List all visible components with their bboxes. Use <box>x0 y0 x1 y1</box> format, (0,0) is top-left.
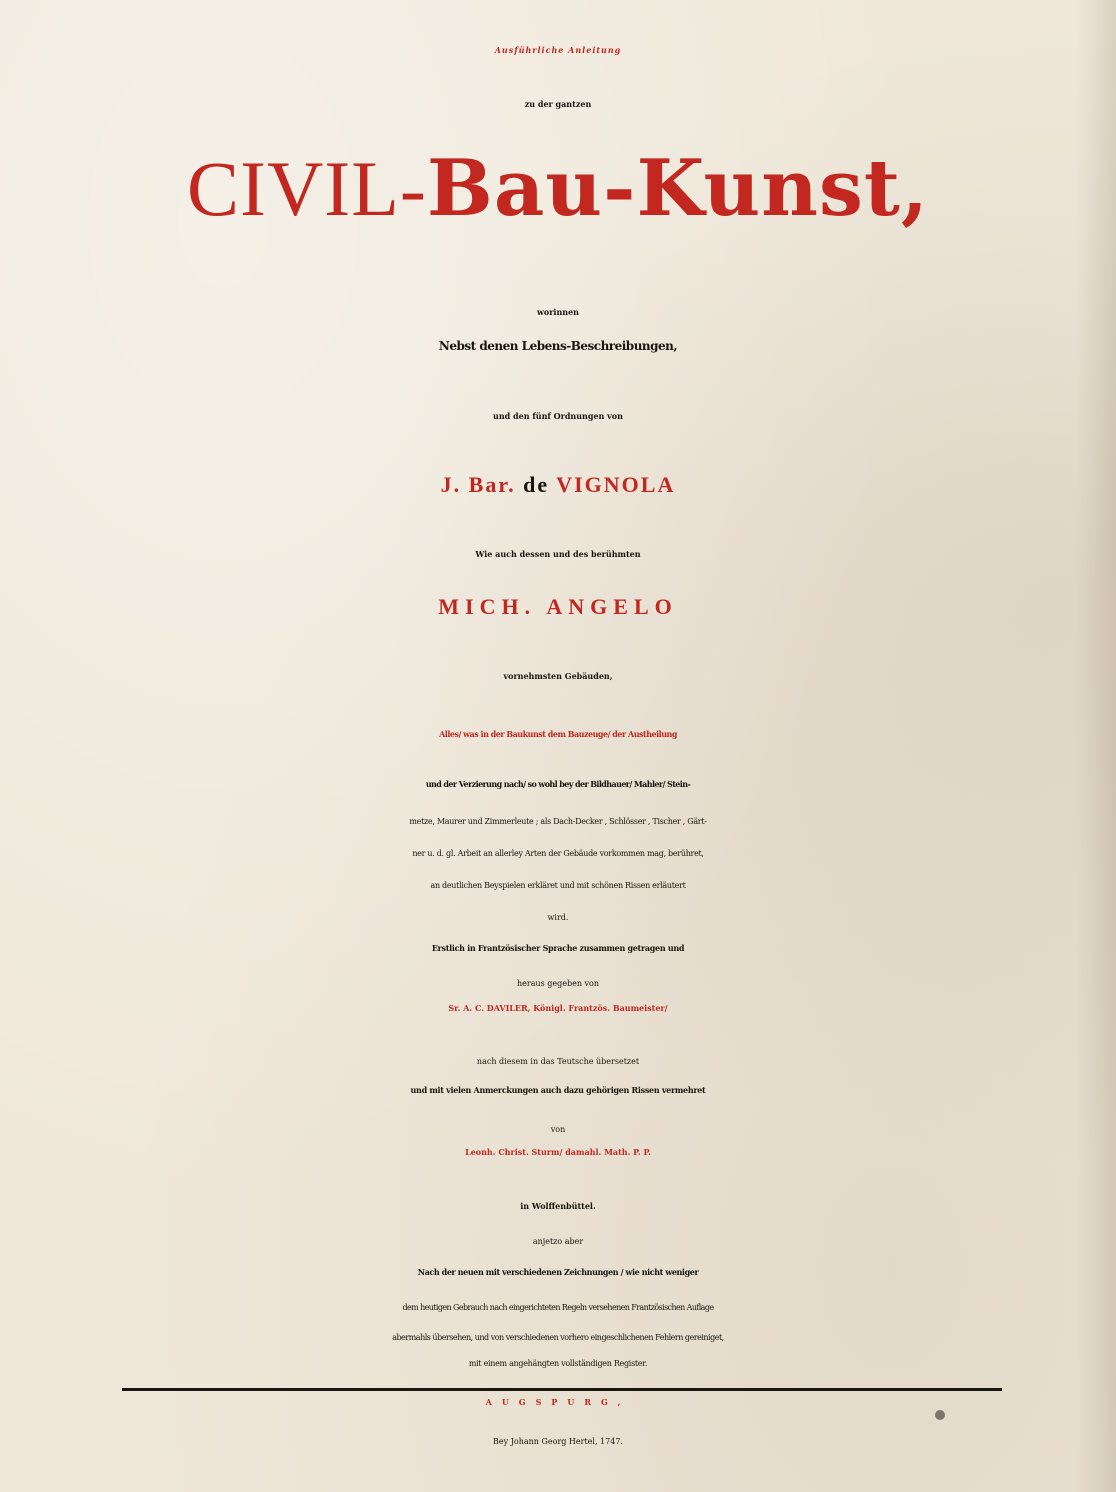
title-subheading-line: zu der gantzen <box>524 99 592 109</box>
ordnungen-line: und den fünf Ordnungen von <box>493 411 623 421</box>
body-text-line-1: metze, Maurer und Zimmerleute ; als Dach-Decker , Schlösser , Tischer , Gärt- <box>409 817 707 826</box>
vignola-line <box>0 474 1116 496</box>
alles-line: Alles/ was in der Baukunst dem Bauzeuge/ der Austheilung <box>439 729 677 739</box>
gebaeuden-line: vornehmsten Gebäuden, <box>503 671 613 681</box>
page-edge-shadow <box>1076 0 1116 1492</box>
register-line: mit einem angehängten vollständigen Register. <box>468 1359 648 1368</box>
anjetzo-line: anjetzo aber <box>532 1237 584 1246</box>
gebrauch-line: dem heutigen Gebrauch nach eingerichteten Regeln versehenen Frantzösischen Auflage <box>402 1303 714 1312</box>
heraus-gegeben-line: heraus gegeben von <box>516 979 600 988</box>
ink-smudge <box>935 1410 945 1420</box>
vignola-first-name: J. Bar. <box>440 472 516 497</box>
uebersetzet-line: nach diesem in das Teutsche übersetzet <box>476 1057 640 1066</box>
von-line: von <box>550 1125 566 1134</box>
body-text-line-2: ner u. d. gl. Arbeit an allerley Arten der Gebäude vorkommen mag, berühret, <box>412 849 704 858</box>
imprint-line: Bey Johann Georg Hertel, 1747. <box>493 1437 623 1446</box>
vignola-surname: VIGNOLA <box>556 472 676 497</box>
main-title <box>0 143 1116 234</box>
neuen-line: Nach der neuen mit verschiedenen Zeichnungen / wie nicht weniger <box>417 1267 699 1277</box>
sturm-line <box>0 1148 1116 1156</box>
uebersehen-line: abermahls übersehen, und von verschiedenen vorhero eingeschlichenen Fehlern gereiniget, <box>392 1333 724 1342</box>
michelangelo-line: MICH. ANGELO <box>438 594 678 619</box>
place-of-publication: AUGSPURG, <box>485 1397 631 1407</box>
divider-rule <box>122 1388 1002 1391</box>
sturm-title: Math. P. P. <box>604 1147 651 1157</box>
main-title-civil: CIVIL- <box>186 145 427 232</box>
sturm-damahl: / damahl. <box>559 1147 605 1157</box>
body-text-line-3: an deutlichen Beyspielen erkläret und mit schönen Rissen erläutert <box>430 881 686 890</box>
title-heading-line: Ausführliche Anleitung <box>494 45 622 55</box>
lebens-beschreibungen-line: Nebst denen Lebens-Beschreibungen, <box>438 339 678 353</box>
erstlich-line: Erstlich in Frantzösischer Sprache zusammen getragen und <box>431 943 685 953</box>
wolffenbuettel-line: in Wolffenbüttel. <box>520 1201 596 1211</box>
body-text-line-4: wird. <box>547 913 569 922</box>
sturm-name: Leonh. Christ. Sturm <box>465 1147 560 1157</box>
vignola-de: de <box>515 472 557 497</box>
main-title-baukunst: Bau-Kunst, <box>426 143 930 234</box>
anmerckungen-line: und mit vielen Anmerckungen auch dazu gehörigen Rissen vermehret <box>410 1085 706 1095</box>
verzierung-line: und der Verzierung nach/ so wohl bey der Bildhauer/ Mahler/ Stein- <box>425 779 691 789</box>
daviler-line: Sr. A. C. DAVILER, Königl. Frantzös. Baumeister/ <box>448 1003 668 1013</box>
worinnen-line: worinnen <box>536 307 579 317</box>
beruehmten-line: Wie auch dessen und des berühmten <box>475 549 641 559</box>
